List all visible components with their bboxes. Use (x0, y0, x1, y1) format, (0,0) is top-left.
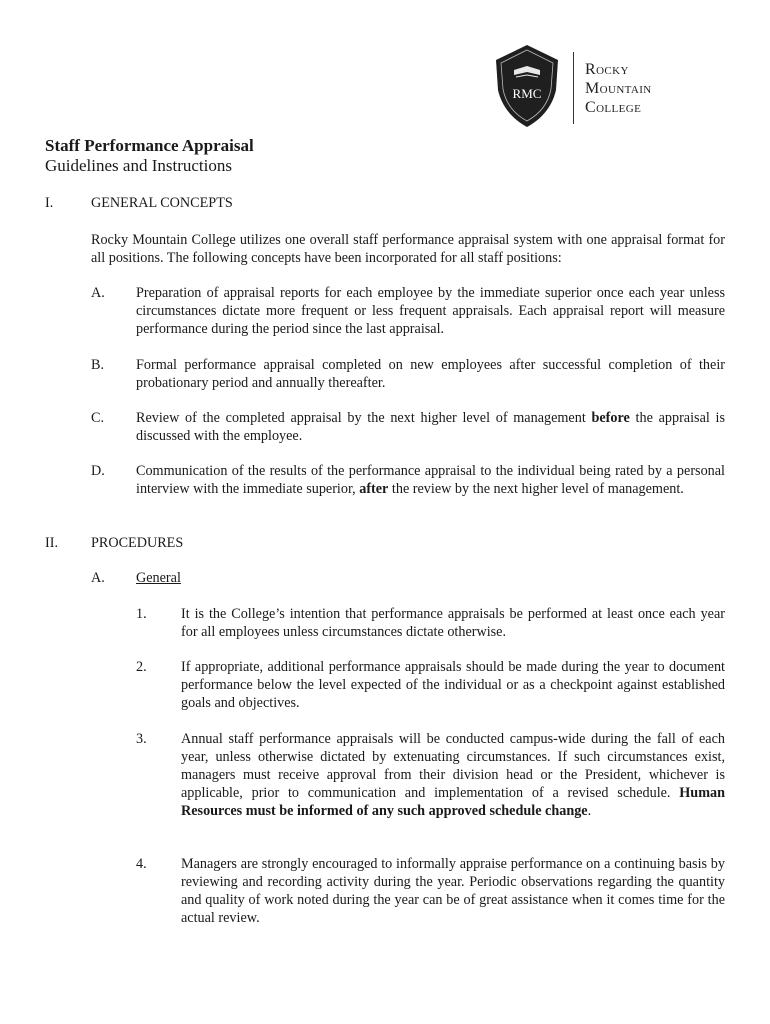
college-name (585, 60, 652, 117)
section-1-item-c-letter: C. (91, 410, 105, 426)
logo-divider (573, 52, 574, 124)
section-1-item-b-text: Formal performance appraisal completed on new employees after successful completion of their probationary period and annually thereafter. (136, 357, 725, 391)
section-1-item-a-text: Preparation of appraisal reports for each employee by the immediate superior once each year unless circumstances dictate more frequent or less frequent appraisals. Each appraisal report will measure performance during the period since the last appraisal. (136, 285, 725, 337)
section-1-item-c-text: Review of the completed appraisal by the next higher level of management before the appraisal is discussed with the employee. (136, 410, 725, 444)
document-title: Staff Performance Appraisal (45, 136, 254, 155)
section-1-item-d-text: Communication of the results of the performance appraisal to the individual being rated by a personal interview with the immediate superior, after the review by the next higher level of management. (136, 463, 725, 497)
college-name-line1: Rocky (585, 61, 629, 78)
procedure-3-number: 3. (136, 731, 147, 747)
section-1-numeral: I. (45, 195, 54, 211)
procedure-4-text: Managers are strongly encouraged to informally appraise performance on a continuing basis by reviewing and recording activity during the year. Periodic observations regarding the quantity and quality of work noted during the year can be of great assistance when it comes time for the actual review. (181, 856, 725, 926)
crest-text: RMC (512, 86, 542, 101)
procedure-4-number: 4. (136, 856, 147, 872)
document-subtitle: Guidelines and Instructions (45, 156, 232, 175)
section-1-item-b-letter: B. (91, 357, 105, 373)
section-2-heading: PROCEDURES (91, 535, 184, 551)
procedure-3-text: Annual staff performance appraisals will be conducted campus-wide during the fall of each year, unless otherwise dictated by extenuating circumstances. If such circumstances exist, managers must receive approval from their division head or the President, whichever is applicable, prior to communication and implementation of a revised schedule. Human Resources must be informed of any such approved schedule change. (181, 731, 725, 819)
section-1-heading: GENERAL CONCEPTS (91, 195, 233, 211)
rmc-crest-icon (494, 44, 560, 128)
procedure-2-text: If appropriate, additional performance appraisals should be made during the year to document performance below the level expected of the individual or as a checkpoint against established goals and objectives. (181, 659, 725, 711)
procedure-1-number: 1. (136, 606, 147, 622)
section-1-item-a-letter: A. (91, 285, 105, 301)
college-name-line2: Mountain (585, 80, 652, 97)
procedure-1-text: It is the College’s intention that performance appraisals be performed at least once each year for all employees unless circumstances dictate otherwise. (181, 606, 725, 640)
college-logo (494, 44, 694, 130)
section-1-intro: Rocky Mountain College utilizes one overall staff performance appraisal system with one appraisal format for all positions. The following concepts have been incorporated for all staff positions: (91, 232, 725, 266)
section-2-numeral: II. (45, 535, 58, 551)
college-name-line3: College (585, 99, 642, 116)
section-2-sub-letter: A. (91, 570, 105, 586)
procedure-2-number: 2. (136, 659, 147, 675)
section-2-sub-heading: General (136, 570, 181, 586)
section-1-item-d-letter: D. (91, 463, 105, 479)
